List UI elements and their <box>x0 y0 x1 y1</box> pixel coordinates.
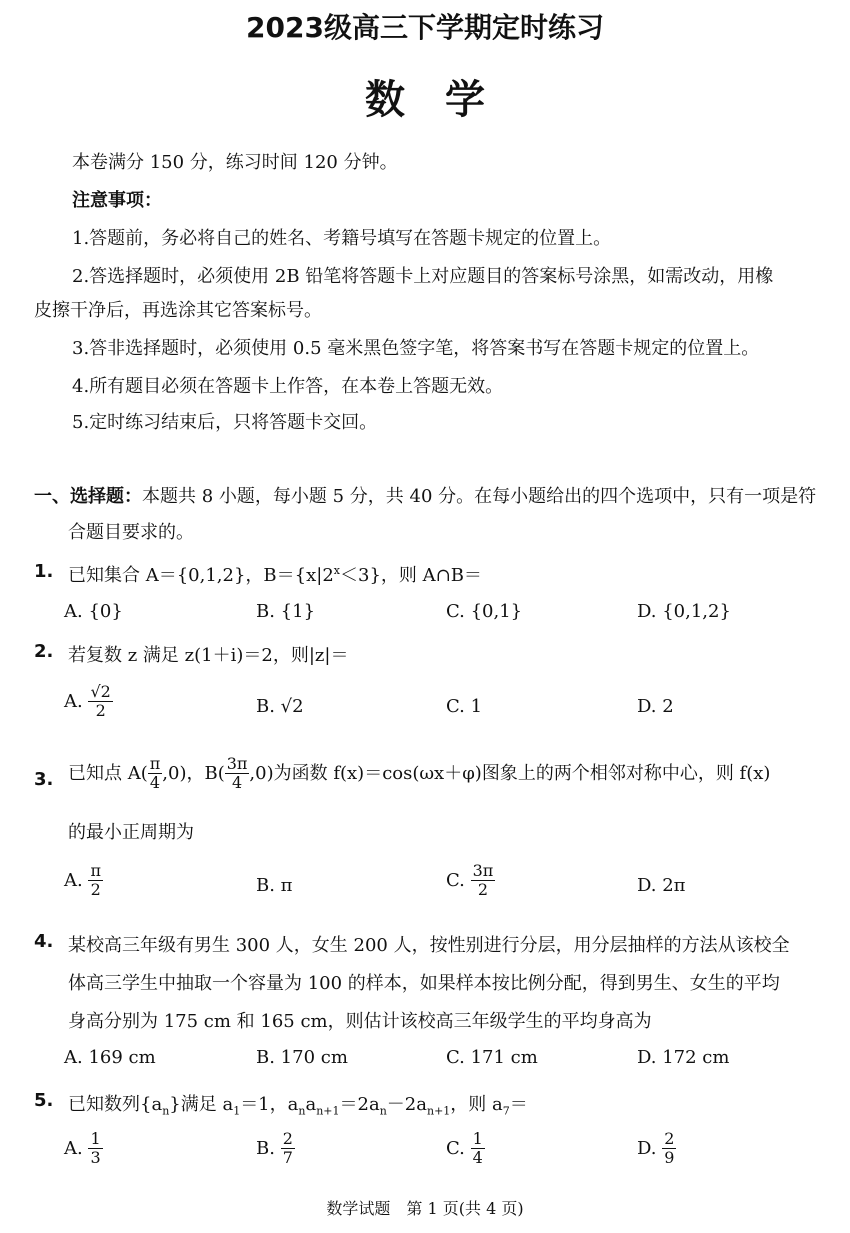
q5-number: 5. <box>34 1090 54 1111</box>
q3-fraction-2 <box>225 755 250 793</box>
q5-option-d-fraction <box>662 1130 676 1168</box>
q1-option-c: C. {0,1} <box>446 601 523 622</box>
q3-stem-part: ,0)，B( <box>162 762 225 784</box>
q1-stem-part: ＜3}，则 A∩B＝ <box>340 565 482 586</box>
q5-stem-part: ＝1，a <box>240 1094 299 1115</box>
q3-stem-cont: 的最小正周期为 <box>68 822 194 843</box>
q5-option-b <box>256 1130 295 1168</box>
q5-stem-sub: n <box>379 1104 387 1118</box>
fraction-numerator: 3π <box>226 754 248 773</box>
fraction-denominator: 7 <box>282 1148 293 1168</box>
q4-option-a: A. 169 cm <box>64 1047 156 1068</box>
q5-stem-sub: n+1 <box>316 1104 340 1118</box>
q5-stem-part: ＝ <box>509 1094 528 1115</box>
section-1-label: 一、选择题： <box>34 486 142 507</box>
q5-stem-sub: 1 <box>233 1104 241 1118</box>
q2-option-a-label: A. <box>64 690 83 712</box>
q1-number: 1. <box>34 561 54 582</box>
q5-option-a-fraction <box>88 1130 102 1168</box>
q5-stem-sub: n+1 <box>426 1104 451 1118</box>
section-1-desc: 本题共 8 小题，每小题 5 分，共 40 分。在每小题给出的四个选项中，只有一项是符 <box>142 486 817 507</box>
q2-number: 2. <box>34 641 54 662</box>
q2-option-c: C. 1 <box>446 696 483 717</box>
q3-stem-part: ,0)为函数 f(x)＝cos(ωx＋φ)图象上的两个相邻对称中心，则 f(x) <box>249 762 771 784</box>
q3-option-c-label: C. <box>446 869 465 891</box>
fraction-denominator: 4 <box>148 773 163 792</box>
fraction-numerator: 2 <box>664 1129 675 1148</box>
section-1-heading <box>34 482 816 508</box>
q5-option-b-label: B. <box>256 1137 275 1159</box>
exam-title: 2023级高三下学期定时练习 <box>246 11 604 44</box>
q5-stem-part: 已知数列{a <box>68 1094 163 1115</box>
notice-item-1: 1.答题前，务必将自己的姓名、考籍号填写在答题卡规定的位置上。 <box>72 228 612 249</box>
q5-stem-part: －2a <box>386 1094 427 1115</box>
q5-option-d <box>637 1130 676 1168</box>
q1-option-d: D. {0,1,2} <box>637 601 731 622</box>
q5-stem-sub: 7 <box>502 1104 510 1118</box>
subject-title: 数学 <box>365 77 525 123</box>
fraction-numerator: 3π <box>472 861 494 880</box>
q5-option-c-label: C. <box>446 1137 465 1159</box>
q1-option-a: A. {0} <box>64 601 123 622</box>
fraction-numerator: √2 <box>90 682 111 701</box>
q4-stem-line-2: 体高三学生中抽取一个容量为 100 的样本，如果样本按比例分配，得到男生、女生的平均 <box>68 973 780 994</box>
notice-item-5: 5.定时练习结束后，只将答题卡交回。 <box>72 412 378 433</box>
q1-option-b: B. {1} <box>256 601 316 622</box>
q5-option-d-label: D. <box>637 1137 657 1159</box>
q5-stem <box>68 1090 528 1118</box>
q3-option-d: D. 2π <box>637 875 686 896</box>
q4-stem-line-1: 某校高三年级有男生 300 人，女生 200 人，按性别进行分层，用分层抽样的方法从该校全 <box>68 935 790 956</box>
q3-stem <box>68 755 770 793</box>
q5-option-a-label: A. <box>64 1137 83 1159</box>
q1-stem-sup: x <box>333 564 340 577</box>
fraction-numerator: π <box>149 754 161 773</box>
fraction-denominator: 2 <box>88 701 112 720</box>
q3-fraction-1 <box>148 755 163 793</box>
q5-option-c <box>446 1130 485 1168</box>
notice-item-2-cont: 皮擦干净后，再选涂其它答案标号。 <box>34 300 322 321</box>
q5-option-a <box>64 1130 103 1168</box>
fraction-denominator: 2 <box>471 880 496 899</box>
section-1-heading-cont: 合题目要求的。 <box>68 522 194 543</box>
q2-option-a-fraction <box>88 683 112 721</box>
notice-item-4: 4.所有题目必须在答题卡上作答，在本卷上答题无效。 <box>72 376 504 397</box>
q1-stem <box>68 561 482 587</box>
q3-number: 3. <box>34 769 54 790</box>
q3-option-b: B. π <box>256 875 293 896</box>
q4-option-b: B. 170 cm <box>256 1047 348 1068</box>
q3-option-c-fraction <box>471 862 496 900</box>
q1-stem-part: 已知集合 A＝{0,1,2}，B＝{x|2 <box>68 565 334 586</box>
q5-stem-part: ，则 a <box>450 1094 503 1115</box>
notice-item-2: 2.答选择题时，必须使用 2B 铅笔将答题卡上对应题目的答案标号涂黑，如需改动，用橡 <box>72 266 774 287</box>
fraction-numerator: 2 <box>282 1129 293 1148</box>
q4-option-d: D. 172 cm <box>637 1047 730 1068</box>
q5-option-b-fraction <box>281 1130 295 1168</box>
q5-option-c-fraction <box>471 1130 485 1168</box>
fraction-numerator: π <box>90 861 101 880</box>
fraction-numerator: 1 <box>90 1129 101 1148</box>
q3-option-a-label: A. <box>64 869 83 891</box>
fraction-numerator: 1 <box>472 1129 483 1148</box>
q5-stem-part: }满足 a <box>169 1094 234 1115</box>
q2-stem: 若复数 z 满足 z(1＋i)＝2，则|z|＝ <box>68 645 349 666</box>
fraction-denominator: 4 <box>225 773 250 792</box>
q3-option-a-fraction <box>88 862 103 900</box>
q5-stem-part: a <box>305 1094 317 1115</box>
q3-option-c <box>446 862 495 900</box>
fraction-denominator: 2 <box>88 880 103 899</box>
notice-heading: 注意事项： <box>72 190 162 211</box>
notice-item-3: 3.答非选择题时，必须使用 0.5 毫米黑色签字笔，将答案书写在答题卡规定的位置上。 <box>72 338 760 359</box>
q4-stem-line-3: 身高分别为 175 cm 和 165 cm，则估计该校高三年级学生的平均身高为 <box>68 1011 652 1032</box>
intro-text: 本卷满分 150 分，练习时间 120 分钟。 <box>72 152 398 173</box>
q3-option-a <box>64 862 103 900</box>
fraction-denominator: 4 <box>472 1148 483 1168</box>
q4-number: 4. <box>34 931 54 952</box>
q5-stem-part: ＝2a <box>339 1094 380 1115</box>
q2-option-b: B. √2 <box>256 696 304 717</box>
q2-option-d: D. 2 <box>637 696 674 717</box>
q5-stem-sub: n <box>298 1104 306 1118</box>
q2-option-a <box>64 683 113 721</box>
fraction-denominator: 9 <box>664 1148 675 1168</box>
q3-stem-part: 已知点 A( <box>68 762 148 784</box>
q5-stem-sub: n <box>162 1104 170 1118</box>
fraction-denominator: 3 <box>90 1148 101 1168</box>
page-footer: 数学试题 第 1 页(共 4 页) <box>326 1199 524 1218</box>
q4-option-c: C. 171 cm <box>446 1047 538 1068</box>
